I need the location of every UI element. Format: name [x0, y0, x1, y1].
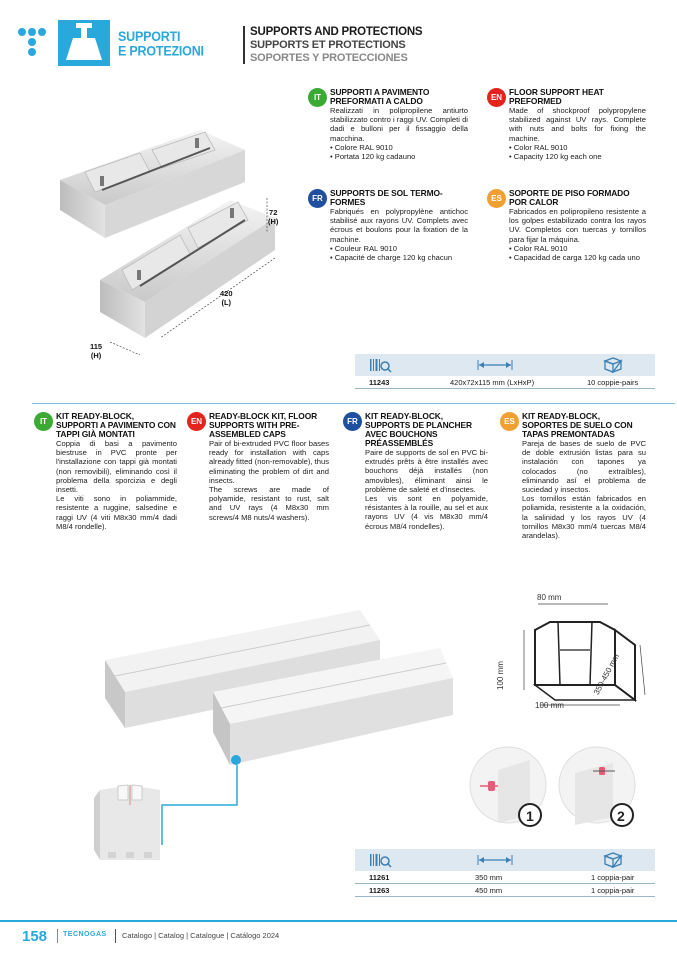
product2-fr [347, 411, 488, 531]
product2-table [355, 849, 655, 897]
table-row [355, 884, 655, 897]
table-header [355, 354, 655, 376]
footer-divider [57, 929, 58, 943]
lang-badge-es: ES [500, 412, 519, 431]
product1-fr-title: SUPPORTS DE SOL TERMO-FORMES [330, 188, 443, 207]
code-search-icon [369, 852, 393, 868]
lang-badge-fr: FR [308, 189, 327, 208]
code-search-icon [369, 357, 393, 373]
section-divider [32, 403, 675, 404]
lang-badge-fr: FR [343, 412, 362, 431]
product2-it-title: KIT READY-BLOCK, SUPPORTI A PAVIMENTO CON TAPPI GIÀ MONTATI [56, 411, 176, 439]
title-en: SUPPORTS AND PROTECTIONS [250, 26, 423, 38]
package-icon [603, 357, 623, 373]
product1-en-bullet: • Color RAL 9010 [509, 142, 568, 152]
table-row [355, 376, 655, 389]
header-divider [243, 26, 245, 64]
product1-en [490, 87, 646, 162]
product2-en [190, 411, 329, 522]
product1-es-bullet: • Capacidad de carga 120 kg cada uno [509, 253, 641, 263]
product1-en-body: Made of shockproof polypropylene stabilized against UV rays. Complete with nuts and bolts for fixing the machine. [509, 106, 646, 143]
product2-es [504, 411, 646, 541]
footer-brand: TECNOGAS [63, 931, 107, 938]
product1-table [355, 354, 655, 389]
product2-es-body: Pareja de bases de suelo de PVC de doble extrusión listas para su instalación con tapones ya colocados (no extraíbles), eliminando así el problema de suciedad y insectos. [522, 439, 646, 495]
diagram-right-label: 350-450 mm [592, 652, 622, 697]
package-icon [603, 852, 623, 868]
table-header [355, 849, 655, 871]
lang-badge-it: IT [308, 88, 327, 107]
product2-es-title: KIT READY-BLOCK, SOPORTES DE SUELO CON TAPAS PREMONTADAS [522, 411, 633, 439]
product1-it-bullet: • Portata 120 kg cadauno [330, 152, 416, 162]
product1-en-title: FLOOR SUPPORT HEAT PREFORMED [509, 87, 604, 106]
page-number: 158 [22, 928, 48, 945]
product1-en-bullet: • Capacity 120 kg each one [509, 152, 602, 162]
install-step-2-number: 2 [617, 808, 625, 824]
product1-es-bullet: • Color RAL 9010 [509, 243, 568, 253]
lang-badge-en: EN [487, 88, 506, 107]
product2-es-body2: Los tornillos están fabricados en poliamida, resistente a la oxidación, la salinidad y los rayos UV (4 tornillos M8x30 mm/4 tuercas M8/4 arandelas). [522, 494, 646, 541]
dimension-width: 115 (H) [90, 342, 103, 360]
ready-block-supports-image [95, 600, 455, 780]
table-row [355, 871, 655, 884]
end-cap-closeup-image [90, 770, 170, 870]
product1-fr-bullet: • Couleur RAL 9010 [330, 243, 397, 253]
brand-dots-icon [18, 26, 50, 56]
product-code: 11263 [369, 886, 390, 895]
product2-en-body2: The screws are made of polyamide, resistant to rust, salt and UV rays (4 M8x30 mm screws/4 M8 nuts/4 washers). [209, 485, 329, 522]
product2-fr-title: KIT READY-BLOCK, SUPPORTS DE PLANCHER AVEC BOUCHONS PRÉASSEMBLÉS [365, 411, 472, 448]
diagram-top-label: 80 mm [537, 593, 562, 602]
product2-fr-body2: Les vis sont en polyamide, résistantes à la rouille, au sel et aux rayons UV (4 vis M8x30 mm/4 écrous M8/4 rondelles). [365, 494, 488, 531]
floor-supports-image [40, 110, 320, 370]
footer-rule [0, 920, 677, 922]
product1-it-title: SUPPORTI A PAVIMENTO PREFORMATI A CALDO [330, 87, 430, 106]
dimension-arrow-icon [477, 357, 513, 373]
install-step-1-image [468, 745, 548, 830]
product-code: 11243 [369, 378, 390, 387]
product2-en-body: Pair of bi-extruded PVC floor bases ready for installation with caps already fitted (non-removable), thus eliminating the problem of dirt and insects. [209, 439, 329, 485]
diagram-bottom-label: 100 mm [535, 701, 564, 710]
product-qty: 1 coppia-pair [591, 873, 635, 882]
category-title: SUPPORTI E PROTEZIONI [118, 28, 204, 59]
product1-fr [312, 188, 468, 263]
product-code: 11261 [369, 873, 390, 882]
dimension-height: 72 (H) [268, 208, 279, 226]
product-size: 450 mm [475, 886, 503, 895]
product1-fr-body: Fabriqués en polypropylène antichoc stabilisé aux rayons UV. Complets avec écrous et boulons pour la fixation de la machine. [330, 207, 468, 244]
lang-badge-en: EN [187, 412, 206, 431]
product1-es-body: Fabricados en polipropileno resistente a los golpes estabilizado contra los rayos UV. Completos con tuercas y tornillos para fijar la máquina. [509, 207, 646, 244]
title-fr: SUPPORTS ET PROTECTIONS [250, 39, 406, 51]
page-titles [250, 26, 422, 65]
product2-it-body: Coppia di basi a pavimento biestruse in PVC pronte per l'installazione con tappi già montati (non removibili), eliminando così il problema della sporcizia e degli insetti. [56, 439, 177, 495]
diagram-left-label: 100 mm [496, 661, 505, 690]
product2-fr-body: Paire de supports de sol en PVC bi-extrudés prêts à être installés avec bouchons déjà installés (non amovibles), éliminant ainsi le problème de saleté et d'insectes. [365, 448, 488, 494]
dimension-length: 420 (L) [220, 289, 233, 307]
product1-es-title: SOPORTE DE PISO FORMADO POR CALOR [509, 188, 630, 207]
product-qty: 1 coppia-pair [591, 886, 635, 895]
category-icon [58, 20, 110, 66]
product1-it-body: Realizzati in polipropilene antiurto stabilizzato contro i raggi UV. Completi di dadi e bulloni per il fissaggio della macchina. [330, 106, 468, 143]
product1-it-bullet: • Colore RAL 9010 [330, 142, 393, 152]
product1-it [313, 87, 468, 162]
product-size: 350 mm [475, 873, 503, 882]
title-es: SOPORTES Y PROTECCIONES [250, 52, 408, 64]
dimension-arrow-icon [477, 852, 513, 868]
product2-it-body2: Le viti sono in poliammide, resistente a ruggine, salsedine e raggi UV (4 viti M8x30 mm/4 dadi M8/4 rondelle). [56, 494, 177, 531]
product-qty: 10 coppie-pairs [587, 378, 639, 387]
lang-badge-it: IT [34, 412, 53, 431]
product-size: 420x72x115 mm (LxHxP) [450, 378, 535, 387]
install-step-1-number: 1 [526, 808, 534, 824]
product1-es [491, 188, 646, 263]
product1-fr-bullet: • Capacité de charge 120 kg chacun [330, 253, 453, 263]
footer-catalog: Catalogo | Catalog | Catalogue | Catálogo 2024 [122, 931, 280, 940]
install-step-2-image [555, 745, 640, 830]
lang-badge-es: ES [487, 189, 506, 208]
dimension-diagram [500, 590, 650, 715]
product2-en-title: READY-BLOCK KIT, FLOOR SUPPORTS WITH PRE-ASSEMBLED CAPS [209, 411, 318, 439]
footer-divider [115, 929, 116, 943]
product2-it [39, 411, 177, 531]
